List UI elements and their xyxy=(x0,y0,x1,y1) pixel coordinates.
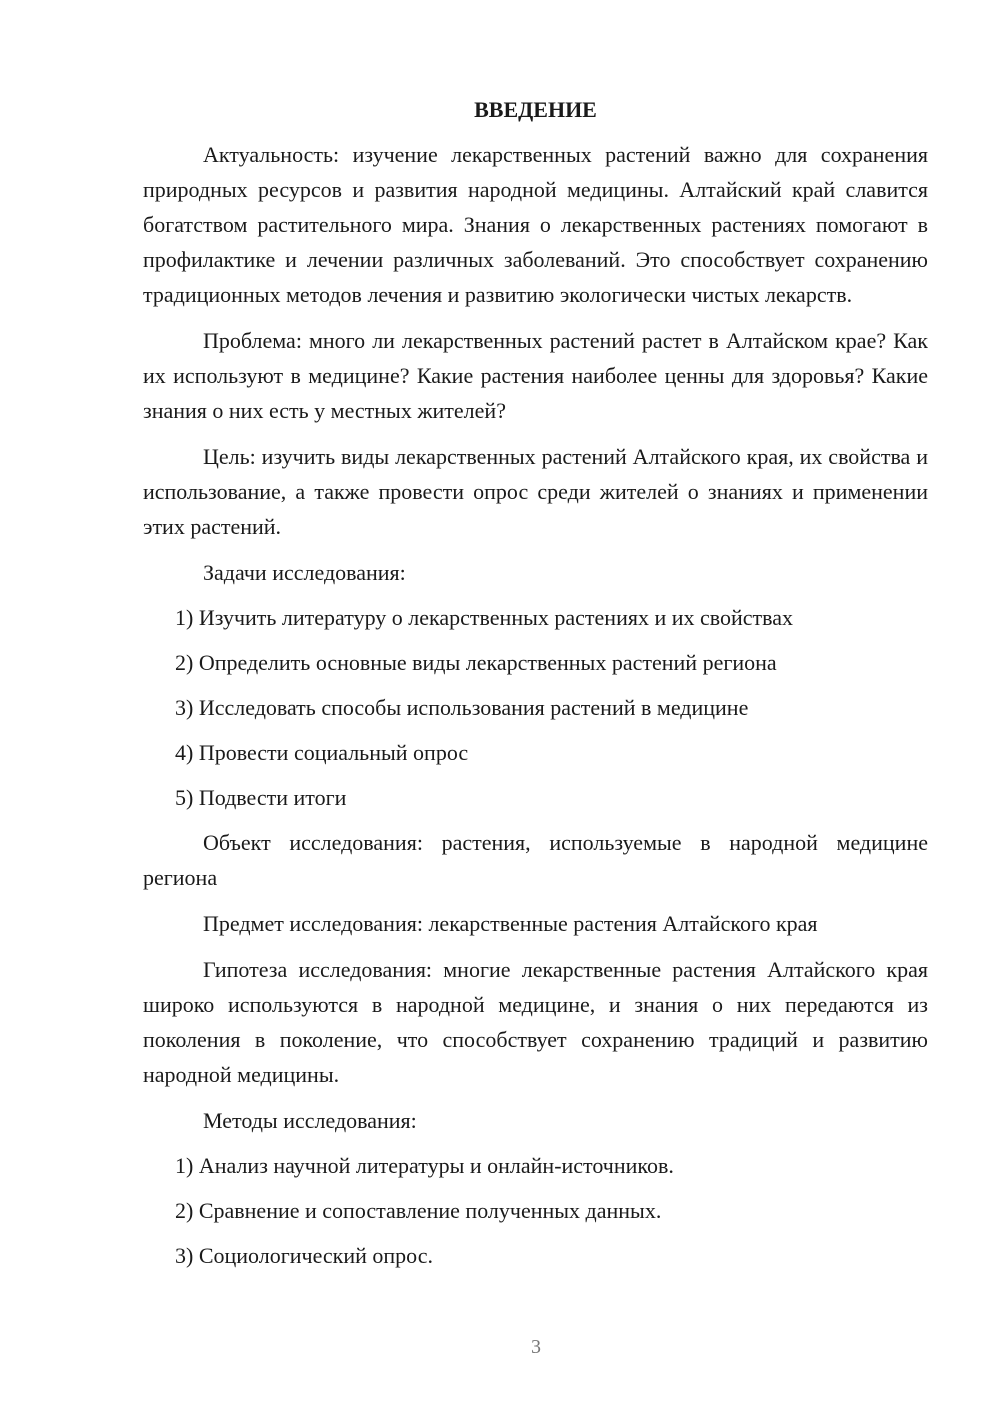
tasks-heading: Задачи исследования: xyxy=(203,560,406,585)
list-item: 2) Определить основные виды лекарственных растений региона xyxy=(175,650,777,675)
list-item: 5) Подвести итоги xyxy=(175,785,347,810)
list-item: 4) Провести социальный опрос xyxy=(175,740,469,765)
list-item: 3) Социологический опрос. xyxy=(175,1243,433,1268)
object-paragraph: Объект исследования: растения, используемые в народной медицине региона xyxy=(143,830,928,890)
hypothesis-paragraph: Гипотеза исследования: многие лекарственные растения Алтайского края широко используются в народной медицине, и знания о них передаются из поколения в поколение, что способствует сохранению традиций и развитию народной медицины. xyxy=(143,957,928,1087)
subject-paragraph: Предмет исследования: лекарственные растения Алтайского края xyxy=(203,911,818,936)
goal-paragraph: Цель: изучить виды лекарственных растений Алтайского края, их свойства и использование, а также провести опрос среди жителей о знаниях и применении этих растений. xyxy=(143,444,928,539)
problem-paragraph: Проблема: много ли лекарственных растений растет в Алтайском крае? Как их используют в медицине? Какие растения наиболее ценны для здоровья? Какие знания о них есть у местных жителей? xyxy=(143,328,928,423)
page-title: ВВЕДЕНИЕ xyxy=(474,97,597,122)
page-number: 3 xyxy=(531,1336,541,1358)
list-item: 1) Изучить литературу о лекарственных растениях и их свойствах xyxy=(175,605,794,630)
tasks-list xyxy=(143,600,928,815)
document-page xyxy=(143,92,928,1283)
methods-list xyxy=(143,1148,928,1273)
relevance-paragraph: Актуальность: изучение лекарственных растений важно для сохранения природных ресурсов и развития народной медицины. Алтайский край славится богатством растительного мира. Знания о лекарственных растениях помогают в профилактике и лечении различных заболеваний. Это способствует сохранению традиционных методов лечения и развитию экологически чистых лекарств. xyxy=(143,142,928,307)
list-item: 2) Сравнение и сопоставление полученных данных. xyxy=(175,1198,662,1223)
list-item: 1) Анализ научной литературы и онлайн-источников. xyxy=(175,1153,674,1178)
methods-heading: Методы исследования: xyxy=(203,1108,417,1133)
list-item: 3) Исследовать способы использования растений в медицине xyxy=(175,695,749,720)
